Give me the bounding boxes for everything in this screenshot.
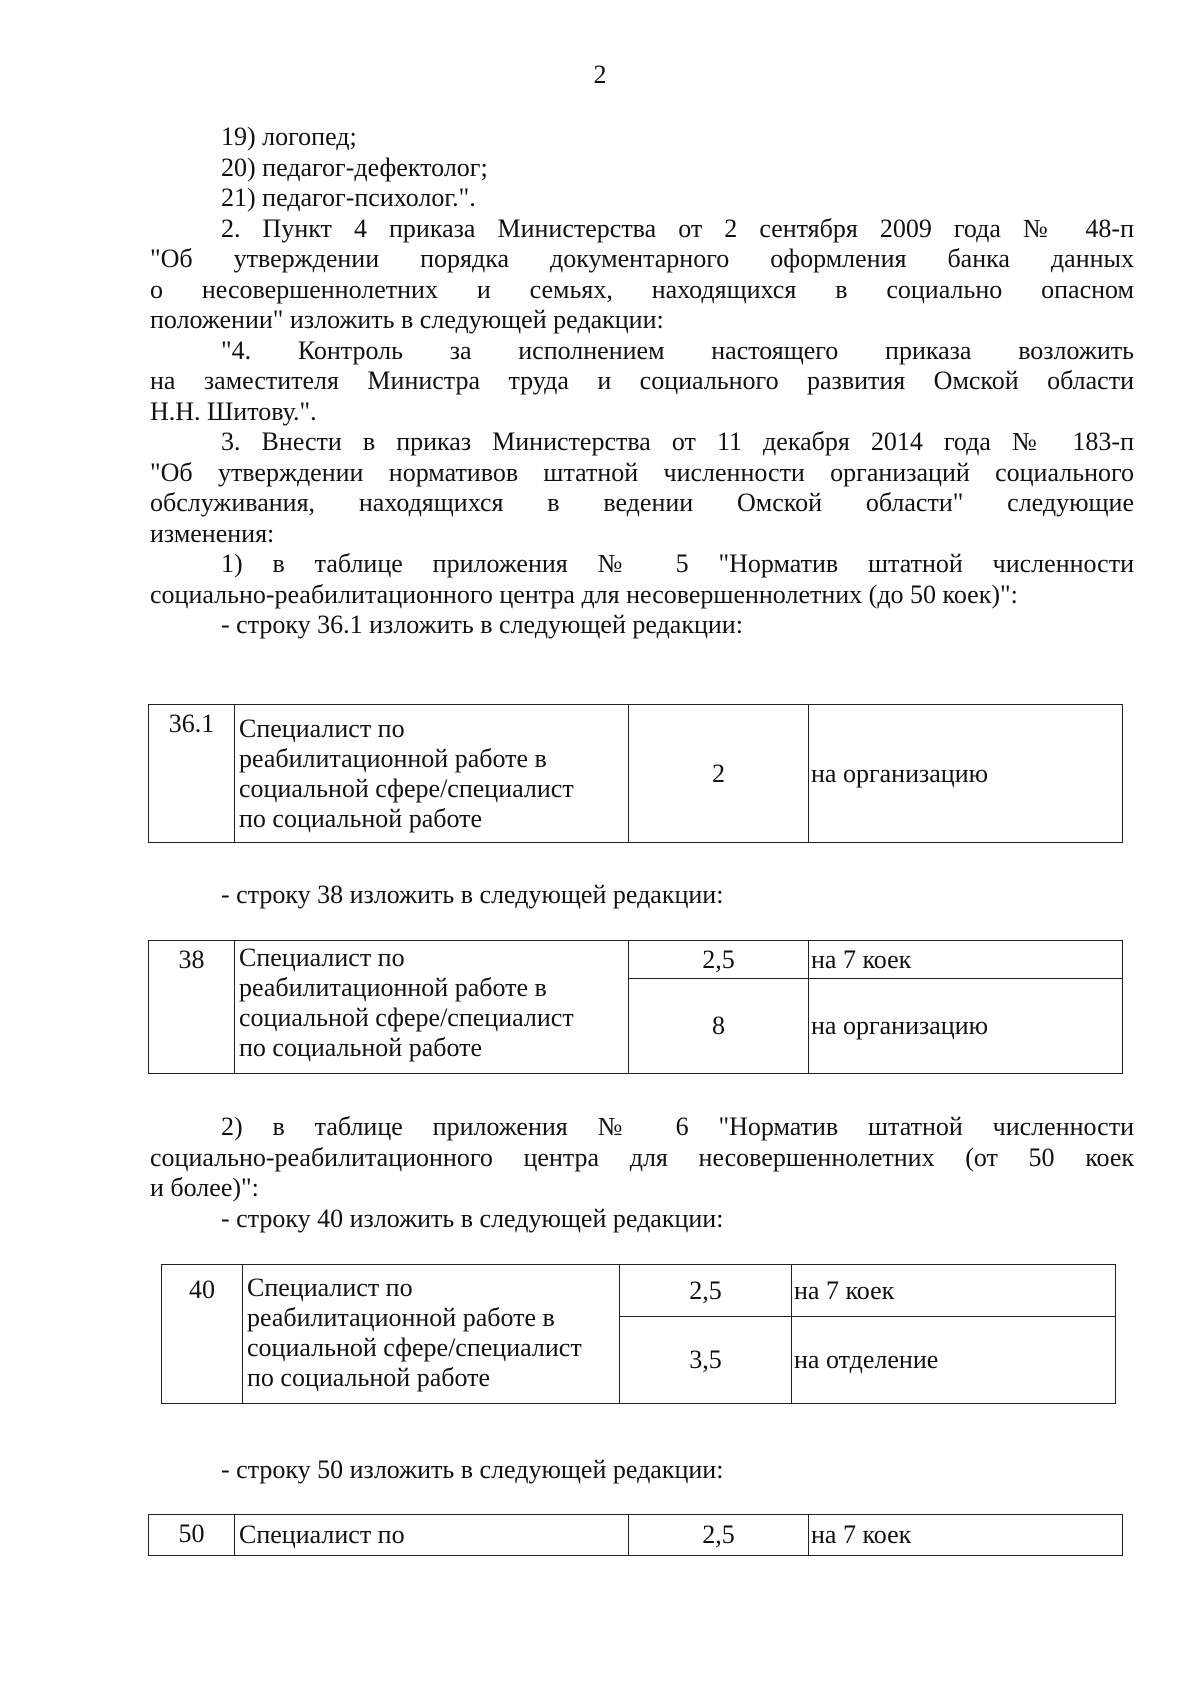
- instruction-row-38: - строку 38 изложить в следующей редакции:: [221, 880, 724, 909]
- table-row-36-1: [148, 704, 1123, 843]
- position-name: Специалист по: [235, 1515, 629, 1556]
- position-name: Специалист по реабилитационной работе в социальной сфере/специалист по социальной работе: [243, 1265, 620, 1404]
- text-line: социально-реабилитационного центра для несовершеннолетних (от 50 коек: [150, 1142, 1134, 1172]
- text-line: изменения:: [150, 518, 275, 548]
- unit-label: на отделение: [792, 1317, 1116, 1404]
- text-line: 1) в таблице приложения № 5 "Норматив штатной численности: [221, 549, 1134, 578]
- staff-count: 2,5: [629, 1515, 809, 1556]
- text-line: - строку 36.1 изложить в следующей редакции:: [221, 610, 743, 639]
- staff-count: 8: [629, 979, 809, 1074]
- text-line: 19) логопед;: [221, 122, 357, 151]
- text-line: "Об утверждении порядка документарного оформления банка данных: [150, 244, 1134, 273]
- unit-label: на 7 коек: [809, 1515, 1123, 1556]
- table-row-40: [161, 1264, 1116, 1404]
- table-row-38: [148, 940, 1123, 1074]
- text-line: "4. Контроль за исполнением настоящего приказа возложить: [221, 335, 1134, 365]
- staff-count: 2: [629, 705, 809, 843]
- text-line: на заместителя Министра труда и социального развития Омской области: [150, 366, 1134, 395]
- page-number: 2: [593, 60, 607, 89]
- unit-label: на 7 коек: [792, 1265, 1116, 1317]
- unit-label: на организацию: [809, 705, 1123, 843]
- position-name: Специалист по реабилитационной работе в социальной сфере/специалист по социальной работе: [235, 941, 629, 1074]
- text-line: о несовершеннолетних и семьях, находящихся в социально опасном: [150, 274, 1134, 304]
- text-line: Н.Н. Шитову.".: [150, 396, 317, 426]
- unit-label: на организацию: [809, 979, 1123, 1074]
- text-line: 20) педагог-дефектолог;: [221, 152, 488, 182]
- unit-label: на 7 коек: [809, 941, 1123, 979]
- body-text-block-2: [150, 1112, 1134, 1234]
- text-line: 2) в таблице приложения № 6 "Норматив штатной численности: [221, 1112, 1134, 1141]
- text-line: 21) педагог-психолог.".: [221, 183, 476, 212]
- staff-count: 2,5: [620, 1265, 792, 1317]
- table-row-50: [148, 1514, 1123, 1556]
- instruction-row-50: - строку 50 изложить в следующей редакции:: [221, 1455, 724, 1484]
- body-text-block-1: [150, 122, 1134, 641]
- staff-count: 2,5: [629, 941, 809, 979]
- staff-count: 3,5: [620, 1317, 792, 1404]
- row-number: 38: [149, 941, 235, 1074]
- row-number: 36.1: [149, 705, 235, 843]
- text-line: 3. Внести в приказ Министерства от 11 декабря 2014 года № 183-п: [221, 427, 1134, 456]
- text-line: 2. Пункт 4 приказа Министерства от 2 сентября 2009 года № 48-п: [221, 213, 1134, 243]
- text-line: и более)":: [150, 1173, 259, 1202]
- row-number: 40: [162, 1265, 243, 1404]
- text-line: "Об утверждении нормативов штатной численности организаций социального: [150, 457, 1134, 487]
- text-line: положении" изложить в следующей редакции:: [150, 305, 664, 334]
- text-line: - строку 40 изложить в следующей редакции:: [221, 1203, 724, 1233]
- position-name: Специалист по реабилитационной работе в социальной сфере/специалист по социальной работе: [235, 705, 629, 843]
- row-number: 50: [149, 1515, 235, 1556]
- text-line: обслуживания, находящихся в ведении Омской области" следующие: [150, 488, 1134, 517]
- text-line: социально-реабилитационного центра для несовершеннолетних (до 50 коек)":: [150, 579, 1018, 609]
